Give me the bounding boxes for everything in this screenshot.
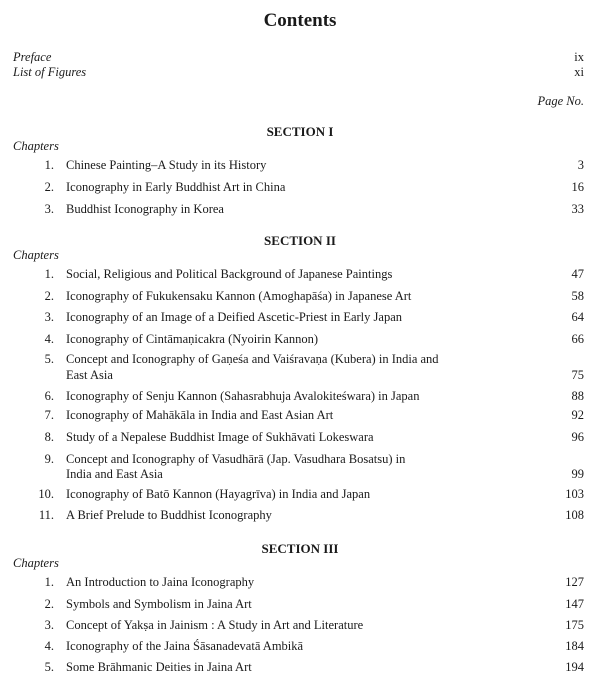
chapter-title: Iconography of Batō Kannon (Hayagrīva) in India and Japan xyxy=(66,487,371,501)
front-matter-page: xi xyxy=(574,65,584,79)
chapter-page: 96 xyxy=(571,430,584,444)
chapter-title: Concept of Yakṣa in Jainism : A Study in Art and Literature xyxy=(66,618,364,632)
chapter-number: 6. xyxy=(44,389,54,403)
chapter-title: Study of a Nepalese Buddhist Image of Sukhāvati Lokeswara xyxy=(66,430,374,444)
front-matter-list-of-figures[interactable] xyxy=(13,65,584,80)
chapter-page: 175 xyxy=(565,618,584,632)
chapter-number: 10. xyxy=(38,487,54,501)
chapter-page: 108 xyxy=(565,508,584,522)
chapter-title: Iconography of Senju Kannon (Sahasrabhuja Avalokiteśwara) in Japan xyxy=(66,389,420,403)
chapter-number: 7. xyxy=(44,408,54,422)
chapter-page: 64 xyxy=(571,310,584,324)
chapters-label: Chapters xyxy=(13,556,59,570)
chapter-page: 127 xyxy=(565,575,584,589)
chapter-title: Iconography of an Image of a Deified Ascetic-Priest in Early Japan xyxy=(66,310,402,324)
chapter-page: 99 xyxy=(571,467,584,481)
chapter-page: 147 xyxy=(565,597,584,611)
chapter-number: 4. xyxy=(44,639,54,653)
chapter-page: 58 xyxy=(571,289,584,303)
chapter-title: Iconography of the Jaina Śāsanadevatā Ambikā xyxy=(66,639,304,653)
front-matter-page: ix xyxy=(574,50,584,64)
chapter-title: Buddhist Iconography in Korea xyxy=(66,202,224,216)
page-number-column-label: Page No. xyxy=(537,94,584,108)
chapter-title: Iconography in Early Buddhist Art in China xyxy=(66,180,286,194)
chapter-number: 9. xyxy=(44,452,54,466)
chapter-page: 66 xyxy=(571,332,584,346)
chapter-number: 3. xyxy=(44,202,54,216)
chapter-number: 2. xyxy=(44,597,54,611)
chapter-page: 88 xyxy=(571,389,584,403)
front-matter-label: List of Figures xyxy=(13,65,87,79)
chapter-title: Social, Religious and Political Background of Japanese Paintings xyxy=(66,267,393,281)
chapter-number: 1. xyxy=(44,158,54,172)
chapter-number: 2. xyxy=(44,180,54,194)
chapter-title: An Introduction to Jaina Iconography xyxy=(66,575,255,589)
front-matter-label: Preface xyxy=(13,50,52,64)
chapter-title: Iconography of Cintāmaṇicakra (Nyoirin Kannon) xyxy=(66,332,319,346)
chapter-title-line: Concept and Iconography of Gaṇeśa and Vaiśravaṇa (Kubera) in India and xyxy=(66,352,439,366)
chapter-page: 33 xyxy=(571,202,584,216)
chapter-number: 5. xyxy=(44,352,54,366)
chapter-page: 92 xyxy=(571,408,584,422)
chapter-title: A Brief Prelude to Buddhist Iconography xyxy=(66,508,272,522)
chapter-page: 47 xyxy=(571,267,584,281)
chapter-number: 5. xyxy=(44,660,54,674)
chapter-number: 3. xyxy=(44,618,54,632)
chapter-number: 1. xyxy=(44,575,54,589)
chapter-page: 16 xyxy=(571,180,584,194)
chapter-title-line: East Asia xyxy=(66,368,113,382)
chapter-page: 103 xyxy=(565,487,584,501)
chapter-number: 11. xyxy=(38,508,54,522)
chapters-label: Chapters xyxy=(13,248,59,262)
chapter-page: 75 xyxy=(571,368,584,382)
chapter-title: Symbols and Symbolism in Jaina Art xyxy=(66,597,252,611)
chapter-page: 184 xyxy=(565,639,584,653)
chapter-title: Iconography of Fukukensaku Kannon (Amoghapāśa) in Japanese Art xyxy=(66,289,412,303)
chapter-title-line: Concept and Iconography of Vasudhārā (Jap. Vasudhara Bosatsu) in xyxy=(66,452,406,466)
chapter-number: 8. xyxy=(44,430,54,444)
chapter-page: 194 xyxy=(565,660,584,674)
chapter-title: Chinese Painting–A Study in its History xyxy=(66,158,267,172)
chapter-page: 3 xyxy=(577,158,584,172)
chapter-title: Some Brāhmanic Deities in Jaina Art xyxy=(66,660,252,674)
section-heading: SECTION I xyxy=(266,124,334,139)
chapter-title-line: India and East Asia xyxy=(66,467,163,481)
chapters-label: Chapters xyxy=(13,139,59,153)
page-title: Contents xyxy=(263,10,337,31)
section-heading: SECTION II xyxy=(264,233,336,248)
chapter-number: 1. xyxy=(44,267,54,281)
chapter-number: 4. xyxy=(44,332,54,346)
chapter-number: 2. xyxy=(44,289,54,303)
chapter-title: Iconography of Mahākāla in India and East Asian Art xyxy=(66,408,334,422)
front-matter-preface[interactable] xyxy=(13,50,584,65)
section-heading: SECTION III xyxy=(261,541,339,556)
chapter-number: 3. xyxy=(44,310,54,324)
